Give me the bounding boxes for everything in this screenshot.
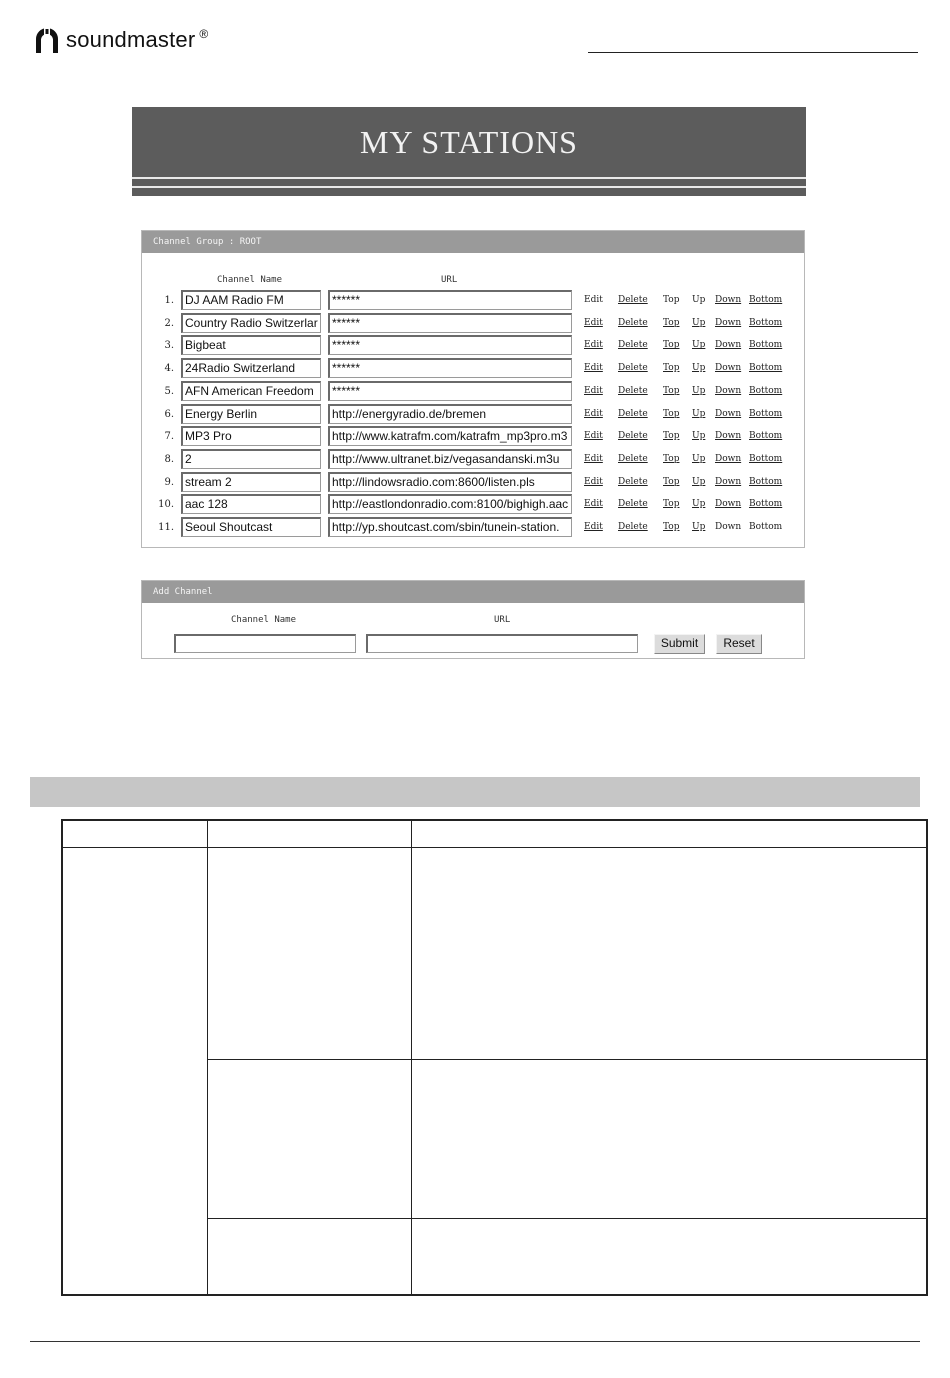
delete-link[interactable]: Delete	[618, 295, 648, 305]
top-link[interactable]: Top	[663, 453, 680, 464]
banner-divider	[132, 177, 806, 179]
edit-link[interactable]: Edit	[584, 453, 603, 464]
delete-link[interactable]: Delete	[618, 363, 648, 374]
table-row	[142, 404, 804, 426]
bottom-link[interactable]: Bottom	[749, 453, 783, 464]
table-header-divider	[63, 847, 926, 848]
channel-url-field[interactable]: http://www.katrafm.com/katrafm_mp3pro.m3	[328, 426, 572, 446]
banner-divider	[132, 186, 806, 188]
channel-name-field[interactable]: MP3 Pro	[181, 426, 321, 446]
edit-link[interactable]: Edit	[584, 340, 603, 351]
down-link[interactable]: Down	[715, 499, 742, 510]
top-link[interactable]: Top	[663, 431, 680, 442]
channel-url-field[interactable]: ******	[328, 358, 572, 378]
edit-link[interactable]: Edit	[584, 431, 603, 442]
down-link[interactable]: Down	[715, 385, 742, 396]
bottom-link[interactable]: Bottom	[749, 431, 783, 442]
bottom-link[interactable]: Bottom	[749, 476, 783, 487]
channel-name-column-header: Channel Name	[217, 275, 283, 285]
row-number: 7.	[164, 431, 174, 443]
top-link[interactable]: Top	[663, 385, 680, 396]
bottom-link: Bottom	[749, 522, 783, 532]
soundmaster-logo-icon	[32, 25, 62, 55]
table-row	[142, 472, 804, 494]
row-number: 10.	[158, 499, 174, 511]
table-column-divider	[207, 821, 208, 1294]
down-link[interactable]: Down	[715, 476, 742, 487]
channel-name-field[interactable]: 2	[181, 449, 321, 469]
delete-link[interactable]: Delete	[618, 317, 648, 328]
url-column-header: URL	[441, 275, 458, 285]
edit-link[interactable]: Edit	[584, 363, 603, 374]
table-row	[142, 358, 804, 380]
channel-url-field[interactable]: http://energyradio.de/bremen	[328, 404, 572, 424]
channel-url-input[interactable]	[366, 634, 638, 653]
row-number: 2.	[164, 317, 174, 329]
top-link[interactable]: Top	[663, 522, 680, 532]
down-link[interactable]: Down	[715, 453, 742, 464]
bottom-link[interactable]: Bottom	[749, 408, 783, 419]
table-row	[142, 494, 804, 516]
edit-link: Edit	[584, 295, 603, 305]
page-banner	[132, 107, 806, 196]
channel-name-field[interactable]: Energy Berlin	[181, 404, 321, 424]
up-link[interactable]: Up	[692, 340, 706, 351]
table-row	[142, 449, 804, 471]
up-link[interactable]: Up	[692, 408, 706, 419]
up-link[interactable]: Up	[692, 522, 706, 532]
add-channel-panel	[141, 580, 805, 659]
channel-group-header: Channel Group : ROOT	[142, 231, 804, 253]
registered-mark: ®	[199, 27, 209, 41]
channel-name-field[interactable]: aac 128	[181, 494, 321, 514]
table-row	[142, 313, 804, 335]
table-row	[142, 381, 804, 403]
top-link[interactable]: Top	[663, 476, 680, 487]
top-link[interactable]: Top	[663, 363, 680, 374]
add-channel-header: Add Channel	[142, 581, 804, 603]
table-row	[142, 335, 804, 357]
up-link[interactable]: Up	[692, 499, 706, 510]
channel-url-field[interactable]: ******	[328, 381, 572, 401]
row-number: 6.	[164, 408, 174, 420]
edit-link[interactable]: Edit	[584, 499, 603, 510]
up-link[interactable]: Up	[692, 385, 706, 396]
channel-url-field[interactable]: ******	[328, 313, 572, 333]
bottom-link[interactable]: Bottom	[749, 295, 783, 305]
row-number: 9.	[164, 476, 174, 488]
up-link[interactable]: Up	[692, 476, 706, 487]
table-row	[142, 426, 804, 448]
channel-url-field[interactable]: http://lindowsradio.com:8600/listen.pls	[328, 472, 572, 492]
edit-link[interactable]: Edit	[584, 408, 603, 419]
add-channel-name-label: Channel Name	[231, 615, 297, 625]
table-row	[142, 517, 804, 539]
table-column-divider	[411, 821, 412, 1294]
brand-name: soundmaster	[66, 27, 196, 52]
top-link[interactable]: Top	[663, 317, 680, 328]
top-link[interactable]: Top	[663, 340, 680, 351]
bottom-link[interactable]: Bottom	[749, 317, 783, 328]
channel-url-field[interactable]: http://www.ultranet.biz/vegasandanski.m3u	[328, 449, 572, 469]
table-row	[142, 290, 804, 312]
edit-link[interactable]: Edit	[584, 385, 603, 396]
up-link[interactable]: Up	[692, 431, 706, 442]
up-link[interactable]: Up	[692, 453, 706, 464]
row-number: 4.	[164, 363, 174, 375]
delete-link[interactable]: Delete	[618, 340, 648, 351]
table-row-divider	[207, 1059, 926, 1060]
delete-link[interactable]: Delete	[618, 522, 648, 532]
row-number: 1.	[164, 295, 174, 306]
delete-link[interactable]: Delete	[618, 499, 648, 510]
delete-link[interactable]: Delete	[618, 408, 648, 419]
down-link: Down	[715, 522, 742, 532]
channel-url-field[interactable]: http://yp.shoutcast.com/sbin/tunein-station.	[328, 517, 572, 537]
section-header-bar	[30, 777, 920, 807]
delete-link[interactable]: Delete	[618, 476, 648, 487]
down-link[interactable]: Down	[715, 363, 742, 374]
delete-link[interactable]: Delete	[618, 453, 648, 464]
down-link[interactable]: Down	[715, 340, 742, 351]
add-channel-url-label: URL	[494, 615, 511, 625]
brand-logo	[32, 24, 208, 56]
channel-name-input[interactable]	[174, 634, 356, 653]
row-number: 5.	[164, 385, 174, 397]
channel-list-panel	[141, 230, 805, 548]
channel-name-field[interactable]: Country Radio Switzerlar	[181, 313, 321, 333]
channel-name-field[interactable]: stream 2	[181, 472, 321, 492]
channel-name-field[interactable]: Bigbeat	[181, 335, 321, 355]
channel-url-field[interactable]: ******	[328, 335, 572, 355]
footer-rule	[30, 1341, 920, 1342]
edit-link[interactable]: Edit	[584, 317, 603, 328]
down-link[interactable]: Down	[715, 408, 742, 419]
down-link[interactable]: Down	[715, 295, 742, 305]
channel-name-field[interactable]: DJ AAM Radio FM	[181, 290, 321, 310]
row-number: 3.	[164, 340, 174, 352]
edit-link[interactable]: Edit	[584, 522, 603, 532]
channel-url-field[interactable]: ******	[328, 290, 572, 310]
delete-link[interactable]: Delete	[618, 385, 648, 396]
top-link[interactable]: Top	[663, 408, 680, 419]
down-link[interactable]: Down	[715, 317, 742, 328]
channel-name-field[interactable]: AFN American Freedom	[181, 381, 321, 401]
channel-url-field[interactable]: http://eastlondonradio.com:8100/bighigh.aac	[328, 494, 572, 514]
up-link: Up	[692, 295, 706, 305]
bottom-link[interactable]: Bottom	[749, 363, 783, 374]
submit-button[interactable]: Submit	[654, 634, 705, 654]
up-link[interactable]: Up	[692, 363, 706, 374]
channel-name-field[interactable]: 24Radio Switzerland	[181, 358, 321, 378]
bottom-link[interactable]: Bottom	[749, 385, 783, 396]
down-link[interactable]: Down	[715, 431, 742, 442]
reset-button[interactable]: Reset	[716, 634, 762, 654]
header-rule	[588, 52, 918, 53]
delete-link[interactable]: Delete	[618, 431, 648, 442]
page-title: MY STATIONS	[360, 124, 578, 160]
channel-name-field[interactable]: Seoul Shoutcast	[181, 517, 321, 537]
top-link: Top	[663, 295, 680, 305]
row-number: 11.	[158, 522, 174, 533]
settings-table	[61, 819, 928, 1296]
table-row-divider	[207, 1218, 926, 1219]
row-number: 8.	[164, 453, 174, 465]
edit-link[interactable]: Edit	[584, 476, 603, 487]
bottom-link[interactable]: Bottom	[749, 340, 783, 351]
up-link[interactable]: Up	[692, 317, 706, 328]
top-link[interactable]: Top	[663, 499, 680, 510]
bottom-link[interactable]: Bottom	[749, 499, 783, 510]
